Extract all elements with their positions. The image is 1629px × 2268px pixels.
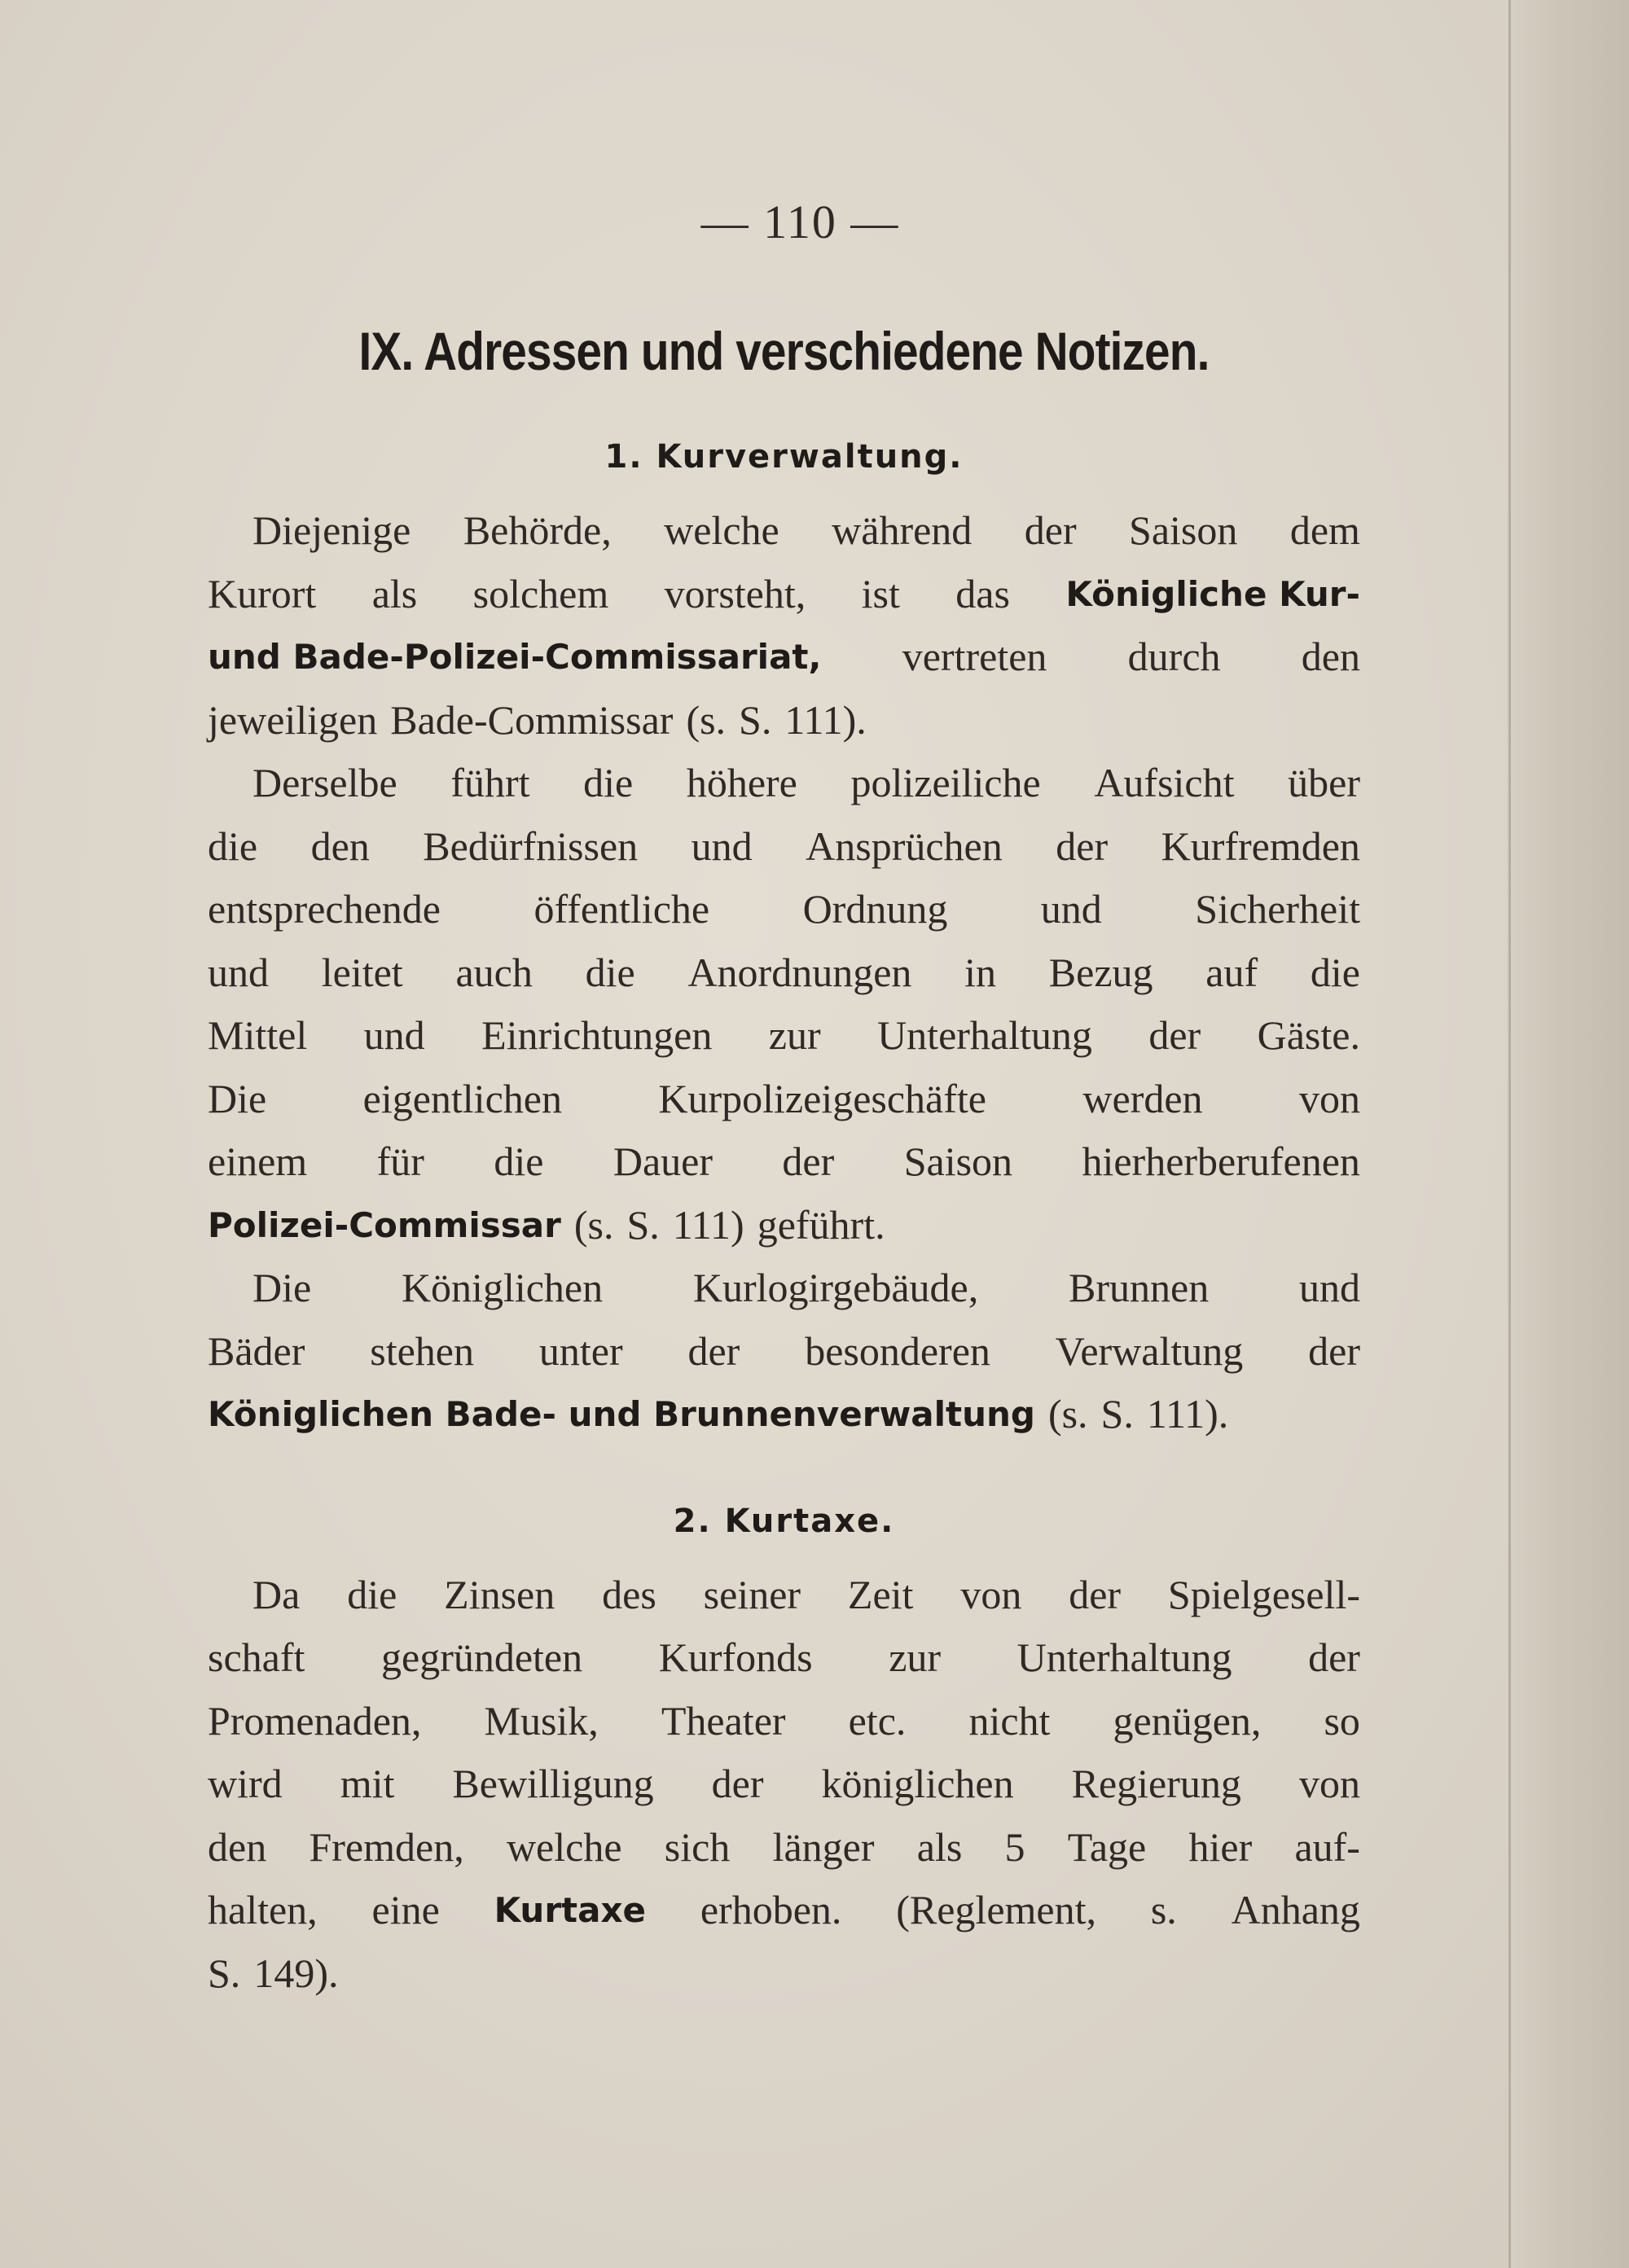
bold-term: und Bade-Polizei-Commissariat, xyxy=(208,637,822,677)
gutter-edge-line xyxy=(1508,0,1511,2268)
word: der xyxy=(1148,1012,1201,1058)
word: solchem xyxy=(472,570,609,616)
text-line xyxy=(208,1004,1360,1068)
word: Kurfremden xyxy=(1161,823,1360,869)
word: (s. xyxy=(573,1201,614,1248)
bold-term: Kurtaxe xyxy=(494,1890,647,1930)
word: Bade-Commissar xyxy=(390,696,674,743)
word: Einrichtungen xyxy=(481,1012,713,1058)
word: führt xyxy=(450,760,530,805)
word: durch xyxy=(1127,634,1221,679)
word: die xyxy=(583,760,634,805)
paragraph xyxy=(208,752,1360,1257)
word: Aufsicht xyxy=(1094,760,1235,805)
word: und xyxy=(208,949,269,995)
word: der xyxy=(1056,823,1109,869)
section-title-kurverwaltung: 1. Kurverwaltung. xyxy=(604,438,964,476)
section-body-kurtaxe xyxy=(208,1564,1360,2006)
word: einem xyxy=(208,1138,308,1184)
word: seiner xyxy=(703,1571,801,1617)
text-line xyxy=(208,1879,1360,1942)
word: Bewilligung xyxy=(452,1761,654,1806)
word: Sicherheit xyxy=(1195,886,1360,932)
word: (s. xyxy=(1047,1391,1088,1437)
word: Tage xyxy=(1067,1823,1147,1870)
word: für xyxy=(376,1138,424,1184)
word: die xyxy=(347,1571,397,1617)
word: höhere xyxy=(686,760,797,805)
word: s. xyxy=(1150,1887,1177,1932)
word: so xyxy=(1324,1697,1360,1744)
word: jeweiligen xyxy=(208,696,378,743)
word: Anhang xyxy=(1231,1887,1360,1932)
word: etc. xyxy=(848,1697,907,1744)
word: zur xyxy=(768,1012,821,1058)
text-line xyxy=(208,878,1360,941)
word: eigentlichen xyxy=(362,1075,562,1121)
text-line xyxy=(208,689,1360,752)
word: mit xyxy=(340,1761,395,1806)
word: auf xyxy=(1205,949,1258,995)
word: Fremden, xyxy=(309,1823,464,1870)
word: besonderen xyxy=(805,1327,990,1374)
word: Da xyxy=(252,1571,301,1617)
text-line xyxy=(208,1753,1360,1816)
word: und xyxy=(363,1012,425,1058)
text-line xyxy=(208,499,1360,563)
word: als xyxy=(916,1823,963,1870)
bold-term: Polizei-Commissar xyxy=(208,1204,561,1245)
word: das xyxy=(955,570,1010,616)
word: länger xyxy=(772,1823,875,1870)
word: über xyxy=(1288,760,1360,805)
word: und xyxy=(1298,1265,1360,1310)
word: Saison xyxy=(1129,507,1238,553)
word: 149). xyxy=(253,1950,339,1996)
page-number: — 110 — xyxy=(700,195,900,248)
word: Kurort xyxy=(208,570,317,616)
word: der xyxy=(1308,1327,1360,1374)
word: von xyxy=(960,1571,1022,1617)
word: während xyxy=(832,507,973,553)
word: Die xyxy=(252,1265,312,1310)
word: Unterhaltung xyxy=(877,1012,1092,1058)
word: halten, xyxy=(208,1887,318,1932)
word: stehen xyxy=(370,1327,474,1374)
text-line xyxy=(208,1257,1360,1320)
word: Gäste. xyxy=(1257,1012,1360,1058)
word: Ordnung xyxy=(802,886,948,932)
word: die xyxy=(1310,949,1360,995)
text-line xyxy=(208,1320,1360,1384)
word: als xyxy=(371,570,418,616)
word: Musik, xyxy=(484,1697,599,1744)
text-line xyxy=(208,625,1360,689)
word: ist xyxy=(861,570,900,616)
word: Die xyxy=(208,1075,267,1121)
page-text-block xyxy=(208,163,1360,2005)
word: 5 xyxy=(1004,1823,1025,1870)
text-line xyxy=(208,815,1360,879)
word: entsprechende xyxy=(208,886,441,932)
word: Königlichen xyxy=(401,1265,604,1310)
word: von xyxy=(1298,1075,1360,1121)
word: 111). xyxy=(784,696,867,743)
word: von xyxy=(1298,1761,1360,1806)
word: Kurlogirgebäude, xyxy=(692,1265,979,1310)
word: wird xyxy=(208,1761,283,1806)
word: den xyxy=(1301,634,1360,679)
word: nicht xyxy=(968,1697,1051,1744)
word: welche xyxy=(506,1823,622,1870)
paragraph xyxy=(208,499,1360,752)
word: vorsteht, xyxy=(664,570,806,616)
word: S. xyxy=(739,696,772,743)
bold-term: Königlichen Bade- und Brunnenverwaltung xyxy=(208,1394,1035,1434)
text-line xyxy=(208,1068,1360,1131)
word: Anordnungen xyxy=(687,949,912,995)
word: des xyxy=(602,1571,656,1617)
word: Saison xyxy=(903,1138,1013,1184)
word: in xyxy=(964,949,997,995)
word: Bezug xyxy=(1048,949,1153,995)
chapter-title: IX. Adressen und verschiedene Notizen. xyxy=(358,321,1210,381)
text-line xyxy=(208,1383,1360,1446)
text-line xyxy=(208,563,1360,626)
word: gegründeten xyxy=(381,1634,583,1680)
word: Spielgesell- xyxy=(1167,1571,1360,1617)
word: die xyxy=(208,823,258,869)
section-title-kurtaxe: 2. Kurtaxe. xyxy=(673,1502,895,1540)
word: die xyxy=(494,1138,544,1184)
word: dem xyxy=(1289,507,1360,553)
word: die xyxy=(585,949,635,995)
word: leitet xyxy=(321,949,403,995)
word: 111). xyxy=(1146,1391,1229,1437)
word: Derselbe xyxy=(252,760,397,805)
text-line xyxy=(208,1194,1360,1257)
word: Dauer xyxy=(613,1138,713,1184)
word: der xyxy=(711,1761,764,1806)
word: Bäder xyxy=(208,1327,305,1374)
word: genügen, xyxy=(1113,1697,1262,1744)
word: Brunnen xyxy=(1069,1265,1210,1310)
word: Behörde, xyxy=(463,507,612,553)
word: der xyxy=(782,1138,835,1184)
word: welche xyxy=(664,507,779,553)
word: unter xyxy=(538,1327,623,1374)
text-line xyxy=(208,752,1360,815)
word: sich xyxy=(664,1823,731,1870)
text-line xyxy=(208,1816,1360,1880)
paragraph xyxy=(208,1564,1360,2006)
word: Unterhaltung xyxy=(1016,1634,1232,1680)
paragraph xyxy=(208,1257,1360,1446)
bold-term: Königliche Kur- xyxy=(1065,573,1360,614)
word: Verwaltung xyxy=(1055,1327,1244,1374)
word: Mittel xyxy=(208,1012,308,1058)
text-line xyxy=(208,1130,1360,1194)
text-line xyxy=(208,1942,1360,2006)
word: vertreten xyxy=(902,634,1047,679)
word: geführt. xyxy=(757,1201,885,1248)
word: und xyxy=(1040,886,1102,932)
word: (Reglement, xyxy=(896,1887,1096,1932)
word: eine xyxy=(371,1887,440,1932)
word: zur xyxy=(889,1634,942,1680)
word: S. xyxy=(1100,1391,1134,1437)
word: Kurpolizeigeschäfte xyxy=(658,1075,986,1121)
word: erhoben. xyxy=(700,1887,842,1932)
word: S. xyxy=(208,1950,241,1996)
word: öffentliche xyxy=(533,886,710,932)
word: den xyxy=(310,823,370,869)
word: polizeiliche xyxy=(850,760,1041,805)
word: den xyxy=(208,1823,267,1870)
word: schaft xyxy=(208,1634,305,1680)
word: Promenaden, xyxy=(208,1697,422,1744)
text-line xyxy=(208,1690,1360,1753)
text-line xyxy=(208,1626,1360,1690)
word: Bedürfnissen xyxy=(423,823,639,869)
word: Kurfonds xyxy=(658,1634,813,1680)
word: S. xyxy=(626,1201,660,1248)
word: königlichen xyxy=(821,1761,1014,1806)
word: 111) xyxy=(672,1201,744,1248)
section-body-kurverwaltung xyxy=(208,499,1360,1446)
word: werden xyxy=(1082,1075,1203,1121)
word: auf- xyxy=(1294,1823,1360,1870)
word: Diejenige xyxy=(252,507,411,553)
word: Regierung xyxy=(1071,1761,1241,1806)
word: auch xyxy=(455,949,533,995)
word: hier xyxy=(1188,1823,1253,1870)
word: hierherberufenen xyxy=(1082,1138,1360,1184)
text-line xyxy=(208,1564,1360,1627)
word: und xyxy=(691,823,753,869)
word: Theater xyxy=(661,1697,786,1744)
word: der xyxy=(1069,1571,1122,1617)
word: der xyxy=(1308,1634,1360,1680)
word: Ansprüchen xyxy=(806,823,1003,869)
word: Zinsen xyxy=(444,1571,555,1617)
word: der xyxy=(687,1327,740,1374)
page-gutter xyxy=(1507,0,1629,2268)
text-line xyxy=(208,941,1360,1005)
word: Zeit xyxy=(847,1571,914,1617)
word: der xyxy=(1024,507,1077,553)
word: (s. xyxy=(686,696,727,743)
